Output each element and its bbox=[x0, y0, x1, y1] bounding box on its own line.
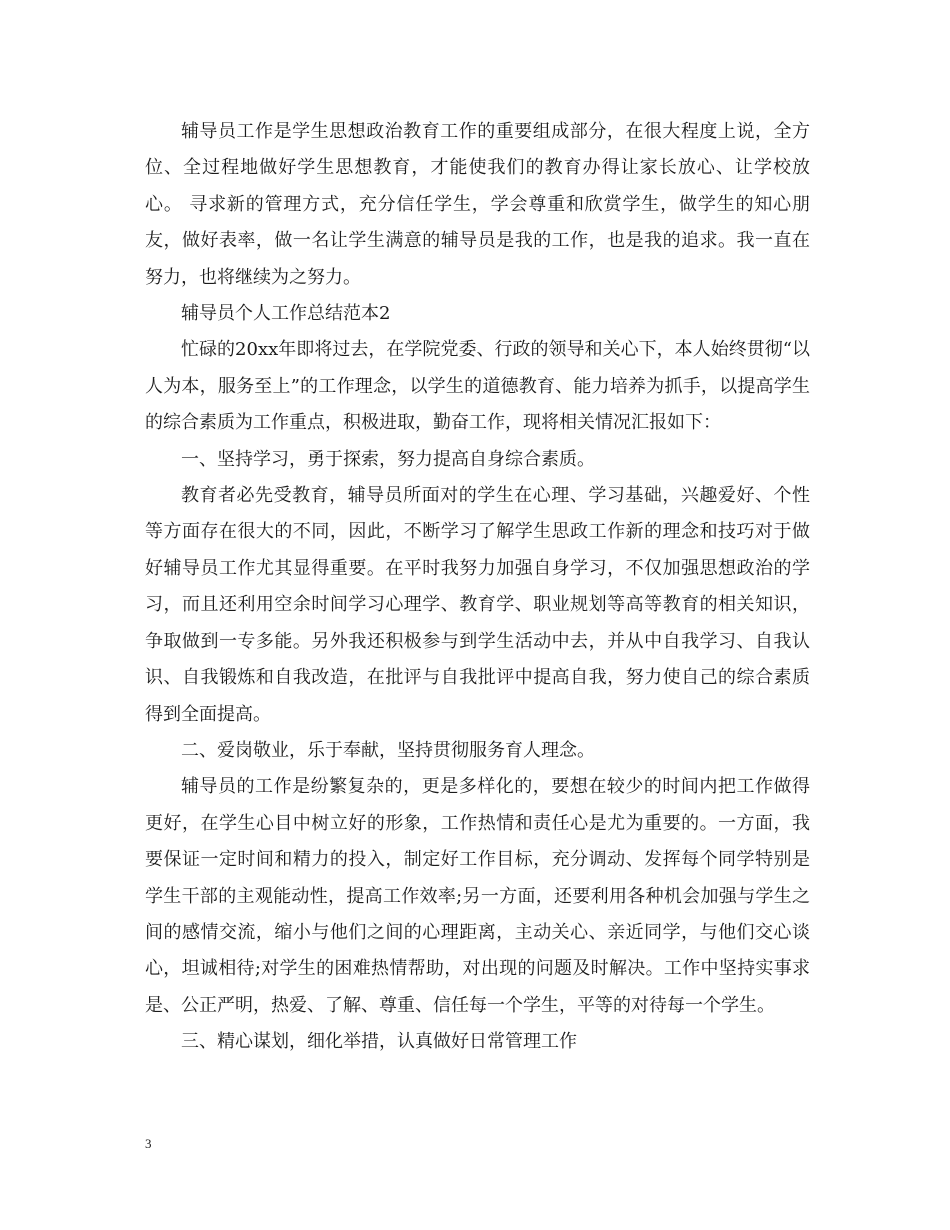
page-number: 3 bbox=[145, 1136, 152, 1151]
heading-1: 一、坚持学习，勇于探索，努力提高自身综合素质。 bbox=[181, 448, 595, 470]
paragraph-dedication: 辅导员的工作是纷繁复杂的，更是多样化的，要想在较少的时间内把工作做得更好，在学生心目中树立好的形象，工作热情和责任心是尤为重要的。一方面，我要保证一定时间和精力的投入，制定好工作目标，充分调动、发挥每个同学特别是学生干部的主观能动性，提高工作效率;另一方面，还要利用各种机会加强与学生之间的感情交流，缩小与他们之间的心理距离，主动关心、亲近同学，与他们交心谈心，坦诚相待;对学生的困难热情帮助，对出现的问题及时解决。工作中坚持实事求是、公正严明，热爱、了解、尊重、信任每一个学生，平等的对待每一个学生。 bbox=[145, 776, 810, 1016]
paragraph-intro: 忙碌的20xx年即将过去，在学院党委、行政的领导和关心下，本人始终贯彻“以人为本，服务至上”的工作理念，以学生的道德教育、能力培养为抓手，以提高学生的综合素质为工作重点，积极进取，勤奋工作，现将相关情况汇报如下： bbox=[145, 339, 810, 434]
paragraph-study: 教育者必先受教育，辅导员所面对的学生在心理、学习基础，兴趣爱好、个性等方面存在很大的不同，因此，不断学习了解学生思政工作新的理念和技巧对于做好辅导员工作尤其显得重要。在平时我努力加强自身学习，不仅加强思想政治的学习，而且还利用空余时间学习心理学、教育学、职业规划等高等教育的相关知识，争取做到一专多能。另外我还积极参与到学生活动中去，并从中自我学习、自我认识、自我锻炼和自我改造，在批评与自我批评中提高自我，努力使自己的综合素质得到全面提高。 bbox=[145, 485, 810, 725]
document-body bbox=[145, 114, 810, 1061]
section-title: 辅导员个人工作总结范本2 bbox=[181, 303, 391, 325]
heading-2: 二、爱岗敬业，乐于奉献，坚持贯彻服务育人理念。 bbox=[181, 739, 595, 761]
heading-3: 三、精心谋划，细化举措，认真做好日常管理工作 bbox=[181, 1031, 577, 1053]
paragraph-closing-summary: 辅导员工作是学生思想政治教育工作的重要组成部分，在很大程度上说，全方位、全过程地做好学生思想教育，才能使我们的教育办得让家长放心、让学校放心。 寻求新的管理方式，充分信任学生，学会尊重和欣赏学生，做学生的知心朋友，做好表率，做一名让学生满意的辅导员是我的工作，也是我的追求。我一直在努力，也将继续为之努力。 bbox=[145, 121, 810, 288]
